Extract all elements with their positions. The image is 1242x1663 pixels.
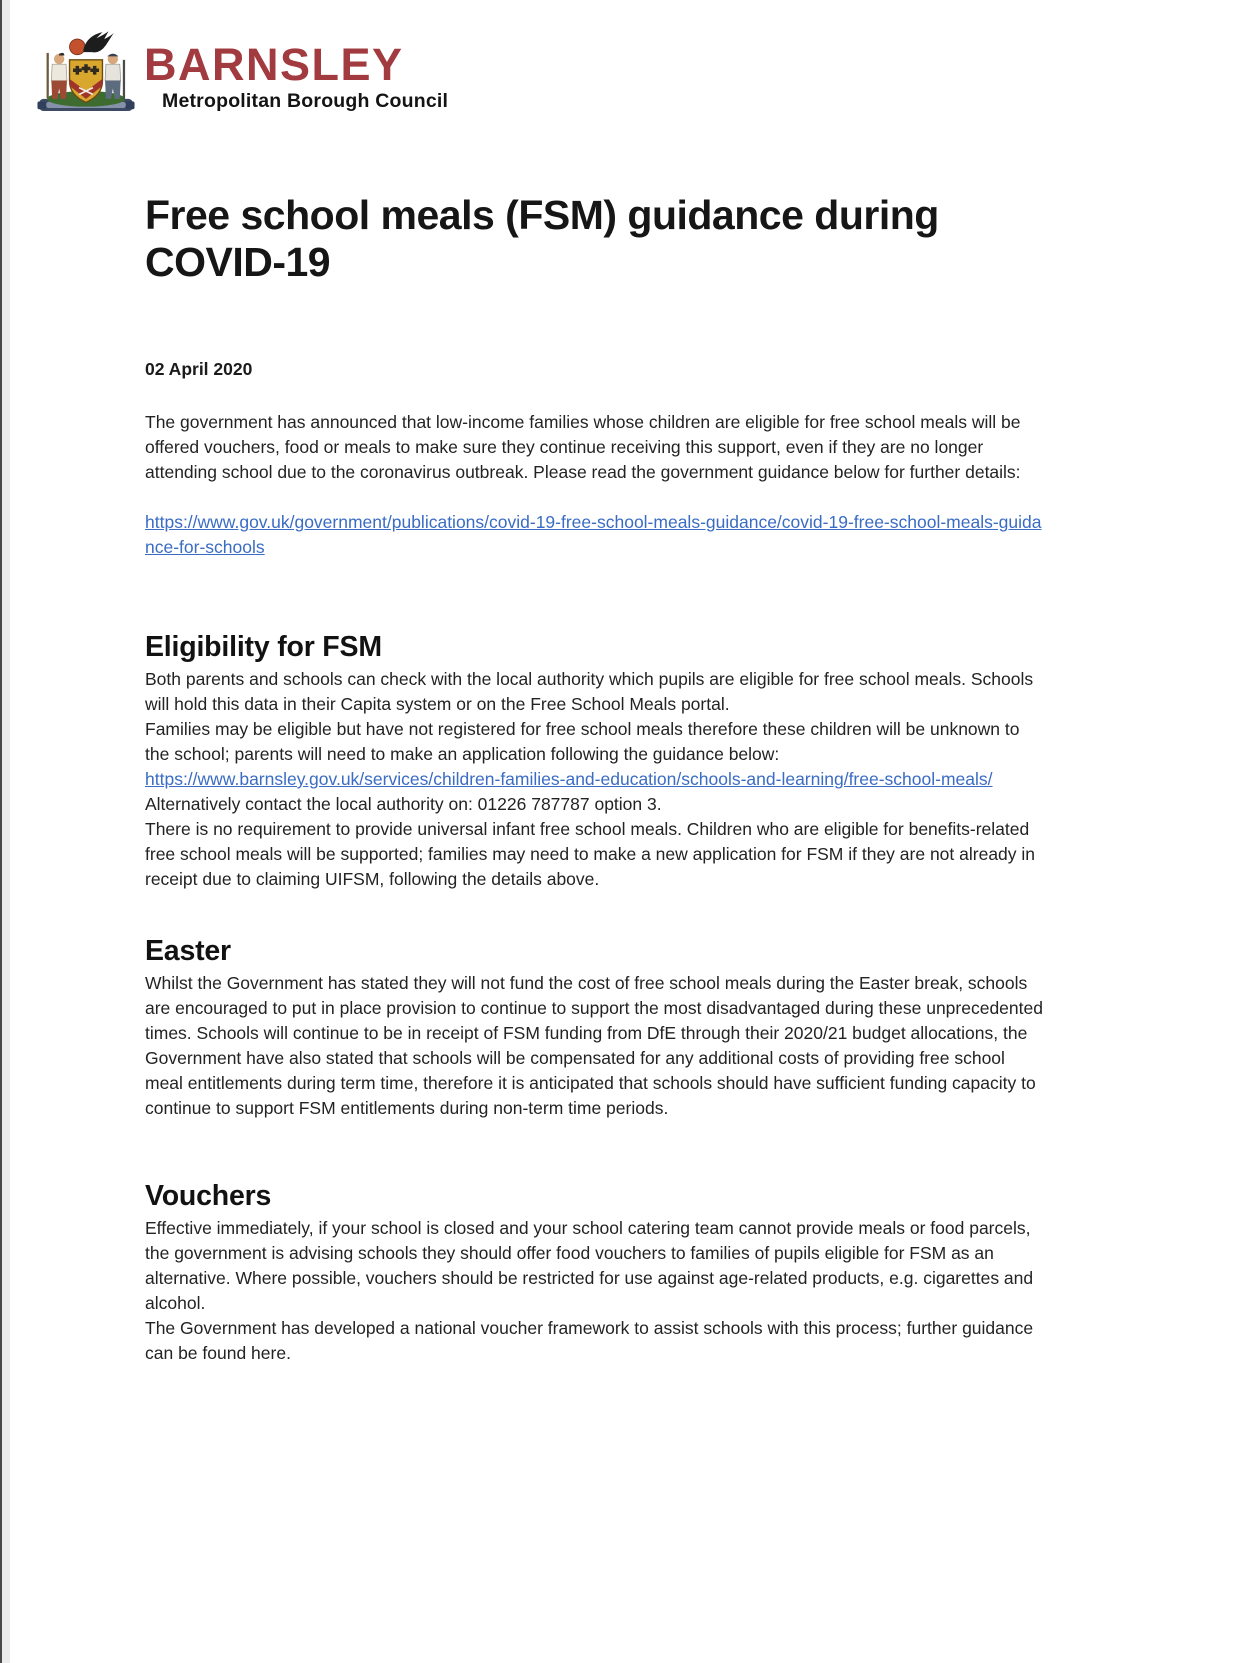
- section-eligibility: [145, 630, 1045, 892]
- eligibility-heading: Eligibility for FSM: [145, 631, 382, 663]
- page-left-margin-strip: [2, 0, 10, 1663]
- intro-paragraph: The government has announced that low-income families whose children are eligible for free school meals will be offered vouchers, food or meals to make sure they continue receiving this support, even if they are no longer attending school due to the coronavirus outbreak. Please read the government guidance below for further details:: [145, 412, 1021, 482]
- eligibility-paragraph-1: Both parents and schools can check with the local authority which pupils are eligible for free school meals. Schools will hold this data in their Capita system or on the Free School Meals portal.: [145, 669, 1034, 714]
- barnsley-coat-of-arms-icon: [34, 26, 138, 118]
- eligibility-paragraph-2: Families may be eligible but have not registered for free school meals therefore these children will be unknown to the school; parents will need to make an application following the guidance below:: [145, 719, 1020, 764]
- easter-paragraph: Whilst the Government has stated they will not fund the cost of free school meals during the Easter break, schools are encouraged to put in place provision to continue to support the most disadvantaged during these unprecedented times. Schools will continue to be in receipt of FSM funding from DfE through their 2020/21 budget allocations, the Government have also stated that schools will be compensated for any additional costs of providing free school meal entitlements during term time, therefore it is anticipated that schools should have sufficient funding capacity to continue to support FSM entitlements during non-term time periods.: [145, 973, 1043, 1118]
- council-subtitle: Metropolitan Borough Council: [162, 90, 449, 112]
- section-easter: [145, 934, 1045, 1121]
- eligibility-paragraph-4: There is no requirement to provide universal infant free school meals. Children who are eligible for benefits-related free school meals will be supported; families may need to make a new application for FSM if they are not already in receipt due to claiming UIFSM, following the details above.: [145, 819, 1036, 889]
- eligibility-paragraph-3: Alternatively contact the local authority on: 01226 787787 option 3.: [145, 794, 662, 814]
- gov-uk-guidance-link[interactable]: https://www.gov.uk/government/publications/covid-19-free-school-meals-guidance/covid-19-free-school-meals-guidance-for-schools: [145, 512, 1042, 557]
- barnsley-link-paragraph: [145, 767, 1045, 792]
- gov-link-paragraph: [145, 510, 1045, 560]
- document-body: [145, 0, 1045, 1366]
- section-vouchers: [145, 1179, 1045, 1366]
- council-name: BARNSLEY: [144, 39, 404, 90]
- document-date: 02 April 2020: [145, 359, 253, 379]
- page-title: Free school meals (FSM) guidance during COVID-19: [145, 192, 939, 285]
- vouchers-paragraph-1: Effective immediately, if your school is closed and your school catering team cannot provide meals or food parcels, the government is advising schools they should offer food vouchers to families of pupils eligible for FSM as an alternative. Where possible, vouchers should be restricted for use against age-related products, e.g. cigarettes and alcohol.: [145, 1218, 1034, 1313]
- barnsley-fsm-link[interactable]: https://www.barnsley.gov.uk/services/children-families-and-education/schools-and-learning/free-school-meals/: [145, 769, 993, 789]
- easter-heading: Easter: [145, 935, 231, 967]
- vouchers-heading: Vouchers: [145, 1180, 272, 1212]
- vouchers-paragraph-2: The Government has developed a national voucher framework to assist schools with this process; further guidance can be found here.: [145, 1318, 1034, 1363]
